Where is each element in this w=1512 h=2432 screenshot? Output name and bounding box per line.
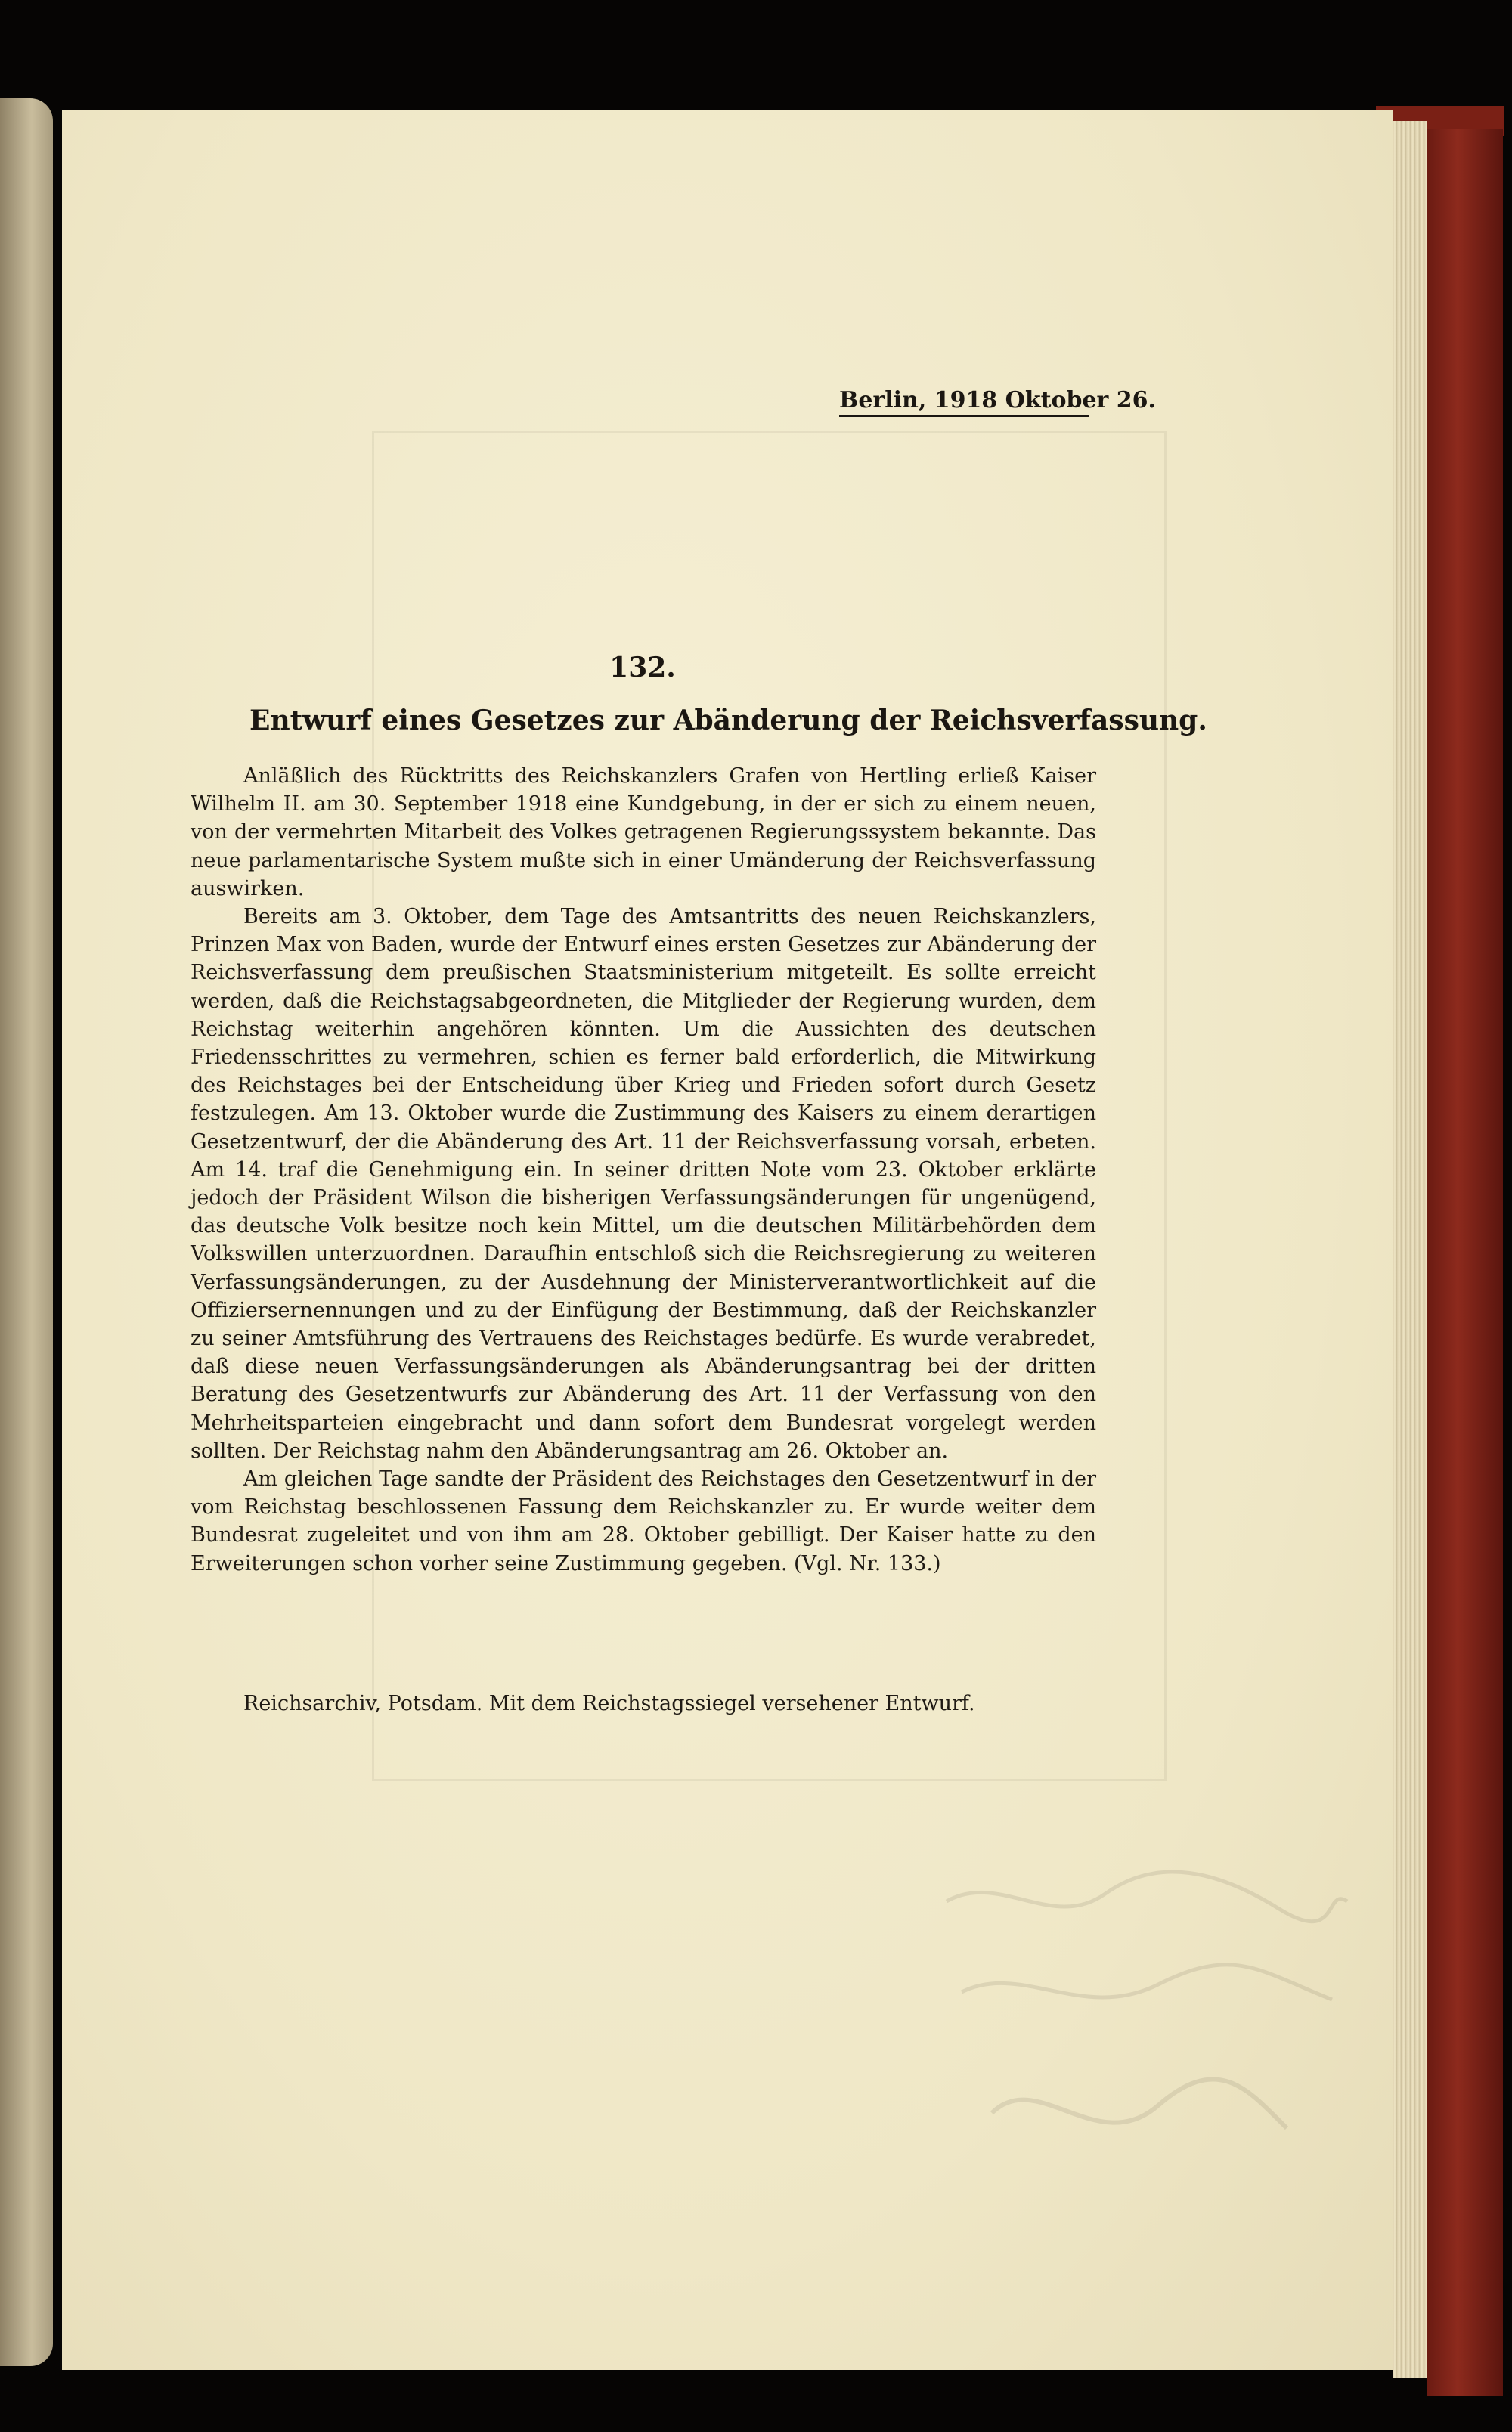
show-through-handwriting — [931, 1841, 1355, 2234]
previous-page-edge — [0, 98, 53, 2366]
paragraph: Bereits am 3. Oktober, dem Tage des Amtsantritts des neuen Reichskanzlers, Prinzen Max von Baden, wurde der Entwurf eines ersten Gesetzes zur Abänderung der Reichsverfassung dem preußischen Staatsministerium mitgeteilt. Es sollte erreicht werden, daß die Reichstagsabgeordneten, die Mitglieder der Regierung wurden, dem Reichstag weiterhin angehören könnten. Um die Aussichten des deutschen Friedensschrittes zu vermehren, schien es ferner bald erforderlich, die Mitwirkung des Reichstages bei der Entscheidung über Krieg und Frieden sofort durch Gesetz festzulegen. Am 13. Oktober wurde die Zustimmung des Kaisers zu einem derartigen Gesetzentwurf, der die Abänderung des Art. 11 der Reichsverfassung vorsah, erbeten. Am 14. traf die Genehmigung ein. In seiner dritten Note vom 23. Oktober erklärte jedoch der Präsident Wilson die bisherigen Verfassungsänderungen für ungenügend, das deutsche Volk besitze noch kein Mittel, um die deutschen Militärbehörden dem Volkswillen unterzuordnen. Daraufhin entschloß sich die Reichsregierung zu weiteren Verfassungsänderungen, zu der Ausdehnung der Ministerverantwortlichkeit auf die Offiziersernennungen und zu der Einfügung der Bestimmung, daß der Reichskanzler zu seiner Amtsführung des Vertrauens des Reichstages bedürfe. Es wurde verabredet, daß diese neuen Verfassungsänderungen als Abänderungsantrag bei der dritten Beratung des Gesetzentwurfs zur Abänderung des Art. 11 der Verfassung von den Mehrheitsparteien eingebracht und dann sofort dem Bundesrat vorgelegt werden sollten. Der Reichstag nahm den Abänderungsantrag am 26. Oktober an. — [191, 905, 1096, 1463]
document-title: Entwurf eines Gesetzes zur Abänderung der Reichsverfassung. — [249, 705, 1207, 736]
dateline: Berlin, 1918 Oktober 26. — [839, 387, 1089, 417]
page-stack-edge — [1393, 121, 1427, 2378]
paragraph: Am gleichen Tage sandte der Präsident des Reichstages den Gesetzentwurf in der vom Reichstag beschlossenen Fassung dem Reichskanzler zu. Er wurde weiter dem Bundesrat zugeleitet und von ihm am 28. Oktober gebilligt. Der Kaiser hatte zu den Erweiterungen schon vorher seine Zustimmung gegeben. (Vgl. Nr. 133.) — [191, 1467, 1096, 1575]
paragraph: Anläßlich des Rücktritts des Reichskanzlers Grafen von Hertling erließ Kaiser Wilhelm II. am 30. September 1918 eine Kundgebung, in der er sich zu einem neuen, von der vermehrten Mitarbeit des Volkes getragenen Regierungssystem bekannte. Das neue parlamentarische System mußte sich in einer Umänderung der Reichsverfassung auswirken. — [191, 764, 1096, 900]
book-binding — [1427, 129, 1503, 2396]
source-note: Reichsarchiv, Potsdam. Mit dem Reichstagssiegel versehener Entwurf. — [243, 1692, 975, 1715]
body-text — [191, 762, 1096, 1578]
document-number: 132. — [609, 652, 676, 683]
